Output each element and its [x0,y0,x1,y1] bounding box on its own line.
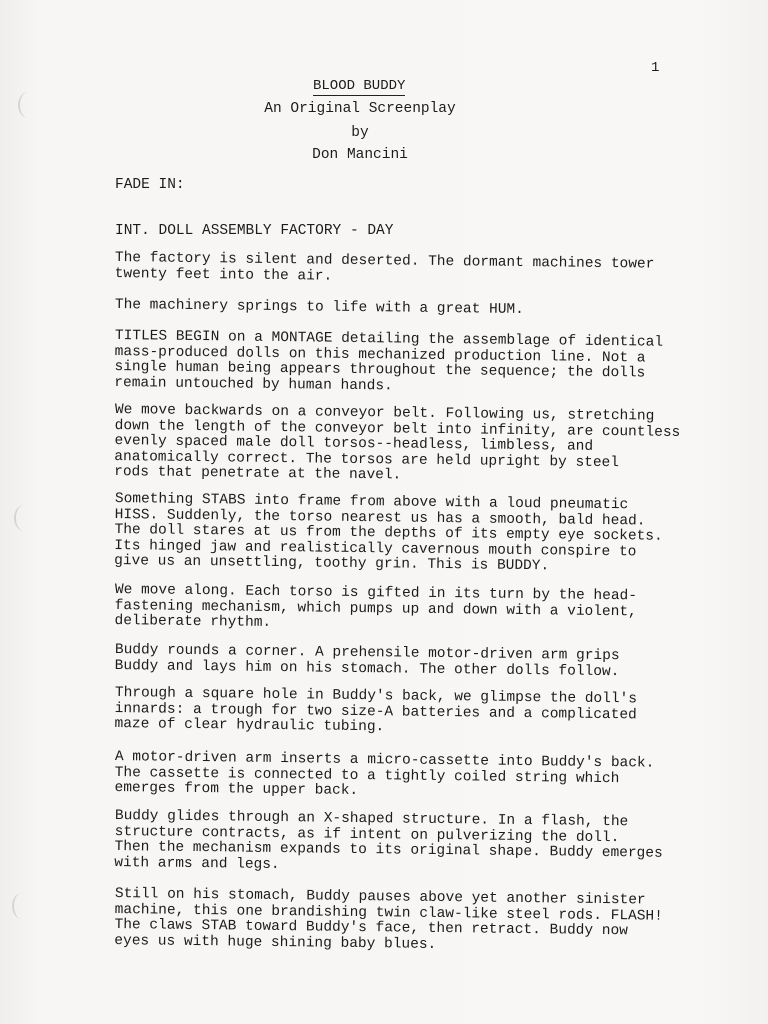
binder-hole-mark [18,92,38,118]
action-paragraph: The factory is silent and deserted. The dormant machines tower twenty feet into the air. [114,250,655,285]
action-paragraph: A motor-driven arm inserts a micro-cassette into Buddy's back. The cassette is connected to a tightly coiled string which emerges from the upper back. [114,749,655,800]
by-line: by [351,125,369,141]
binder-hole-mark [14,505,34,531]
action-paragraph: Buddy rounds a corner. A prehensile motor-driven arm grips Buddy and lays him on his stomach. The other dolls follow. [114,642,620,680]
action-paragraph: Something STABS into frame from above with a loud pneumatic HISS. Suddenly, the torso nearest us has a smooth, bald head. The doll stares at us from the depths of its empty eye sockets. Its hinged jaw and realistically cavernous mouth conspire to give us an unsettling, toothy grin. This is BUDDY. [114,491,663,575]
scene-heading: INT. DOLL ASSEMBLY FACTORY - DAY [115,223,394,239]
page-number: 1 [651,60,660,76]
action-paragraph: Still on his stomach, Buddy pauses above yet another sinister machine, this one brandishing twin claw-like steel rods. FLASH! The claws STAB toward Buddy's face, then retract. Buddy now eyes us with huge shining baby blues. [114,886,663,953]
action-paragraph: TITLES BEGIN on a MONTAGE detailing the assemblage of identical mass-produced dolls on this mechanized production line. Not a single human being appears throughout the sequence; the dolls remain untouched by human hands. [114,328,664,395]
screenplay-title: BLOOD BUDDY [313,78,406,94]
screenplay-subtitle: An Original Screenplay [264,101,456,117]
transition: FADE IN: [115,177,185,193]
action-paragraph: We move backwards on a conveyor belt. Following us, stretching down the length of the conveyor belt into infinity, are countless evenly spaced male doll torsos--headless, limbless, and anatomically correct. The torsos are held upright by steel rods that penetrate at the navel. [114,402,681,484]
binder-hole-mark [12,893,32,919]
action-paragraph: Buddy glides through an X-shaped structure. In a flash, the structure contracts, as if intent on pulverizing the doll. Then the mechanism expands to its original shape. Buddy emerges with arms and legs. [114,808,663,873]
action-paragraph: Through a square hole in Buddy's back, we glimpse the doll's innards: a trough for two size-A batteries and a complicated maze of clear hydraulic tubing. [114,685,638,736]
action-paragraph: The machinery springs to life with a great HUM. [114,297,524,318]
author-name: Don Mancini [312,147,408,163]
action-paragraph: We move along. Each torso is gifted in its turn by the head- fastening mechanism, which pumps up and down with a violent, deliberate rhythm. [114,582,638,632]
